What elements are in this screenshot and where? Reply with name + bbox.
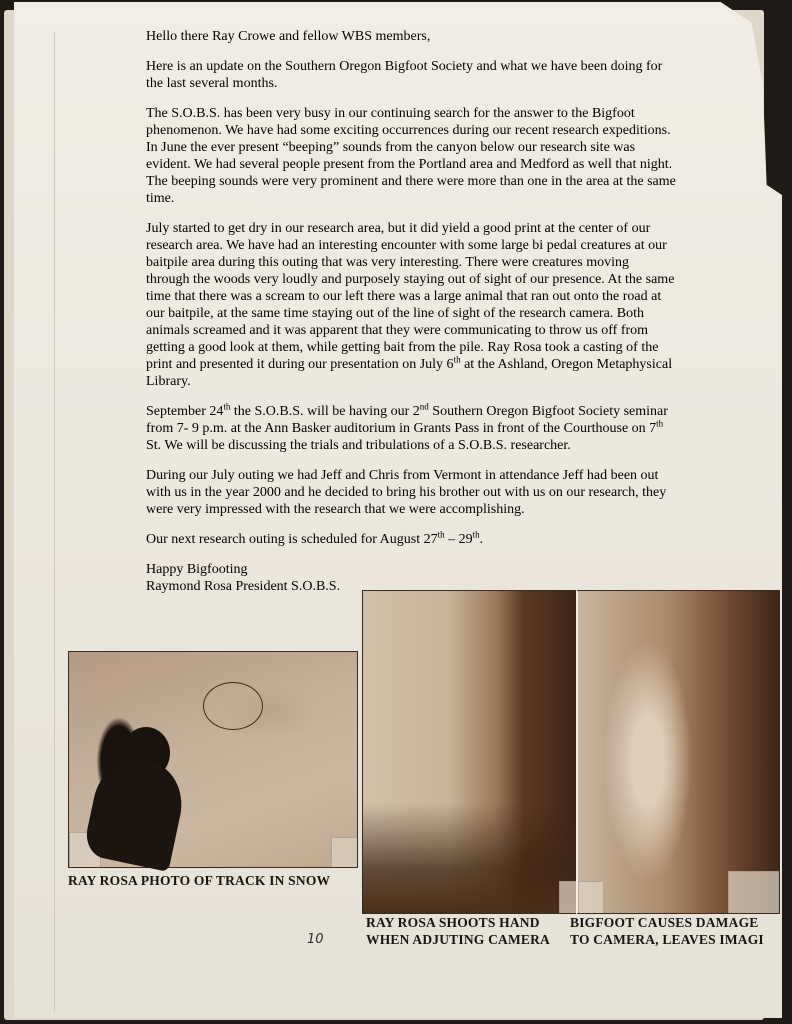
paragraph-6-text-a: Our next research outing is scheduled for August 27: [146, 532, 438, 547]
ordinal-suffix: th: [223, 401, 231, 412]
paragraph-4-text-b: the S.O.B.S. will be having our 2: [230, 404, 420, 419]
hand-photo-caption-line2: WHEN ADJUTING CAMERA: [366, 932, 551, 947]
page-fold-line: [54, 32, 55, 1012]
letter-paragraph-3: [146, 220, 676, 390]
hand-photo-caption-line1: RAY ROSA SHOOTS HAND: [366, 915, 540, 930]
photo-shadow: [363, 803, 577, 913]
paragraph-6-text-b: – 29: [444, 532, 473, 547]
hand-camera-photo: [362, 590, 578, 914]
page-number: 10: [307, 932, 324, 947]
letter-signoff: Happy Bigfooting: [146, 562, 248, 577]
paragraph-4-text-d: St. We will be discussing the trials and tribulations of a S.O.B.S. researcher.: [146, 438, 571, 453]
letter-signature: Raymond Rosa President S.O.B.S.: [146, 579, 341, 594]
photo-tape: [728, 871, 780, 914]
paragraph-3-text: July started to get dry in our research area, but it did yield a good print at the center of our research area. We have had an interesting encounter with some large bi pedal creatures at our baitpile area during this outing that was very interesting. There were creatures moving through the woods very loudly and purposely staying out of sight of our presence. At the same time that there was a scream to our left there was a large animal that ran out onto the road at our baitpile, at the same time staying out of the line of sight of the research camera. Both animals screamed and it was apparent that they were communicating to throw us off from getting a good look at them, while getting bait from the pile. Ray Rosa took a casting of the print and presented it during our presentation on July 6: [146, 221, 675, 372]
letter-paragraph-4: [146, 403, 676, 454]
letter-paragraph-1: Here is an update on the Southern Oregon Bigfoot Society and what we have been doing for the last several months.: [146, 59, 663, 91]
snow-photo-caption: RAY ROSA PHOTO OF TRACK IN SNOW: [68, 873, 331, 888]
letter-paragraph-2: The S.O.B.S. has been very busy in our continuing search for the answer to the Bigfoot phenomenon. We have had some exciting occurrences during our recent research expeditions. In June the ever present “beeping” sounds from the canyon below our research site was evident. We had several people present from the Portland area and Medford as well that night. The beeping sounds were very prominent and there were more than one in the area at the same time.: [146, 106, 676, 206]
damage-photo-caption-line1: BIGFOOT CAUSES DAMAGE: [570, 915, 759, 930]
paragraph-4-text-c: Southern Oregon Bigfoot Society seminar from 7- 9 p.m. at the Ann Basker auditorium in Grants Pass in front of the Courthouse on 7: [146, 404, 668, 436]
paragraph-3-end: at the Ashland, Oregon Metaphysical Library.: [146, 357, 673, 389]
track-circle-marker: [203, 682, 263, 730]
paragraph-4-text-a: September 24: [146, 404, 224, 419]
camera-damage-photo: [576, 590, 780, 914]
photo-tape: [578, 881, 604, 914]
letter-paragraph-5: During our July outing we had Jeff and Chris from Vermont in attendance Jeff had been out with us in the year 2000 and he decided to bring his brother out with us on our research, they were very impressed with the research that we were accomplishing.: [146, 468, 667, 517]
ordinal-suffix: th: [437, 529, 445, 540]
damage-photo-caption-line2: TO CAMERA, LEAVES IMAGI: [570, 932, 764, 947]
ordinal-suffix: th: [472, 529, 480, 540]
photo-tape: [331, 837, 358, 868]
ordinal-suffix: nd: [419, 401, 429, 412]
paragraph-6-text-c: .: [479, 532, 484, 547]
letter-paragraph-6: [146, 531, 676, 548]
letter-body: [146, 28, 676, 595]
ordinal-suffix: th: [453, 354, 461, 365]
ordinal-suffix: th: [656, 418, 664, 429]
letter-greeting: Hello there Ray Crowe and fellow WBS members,: [146, 29, 431, 44]
